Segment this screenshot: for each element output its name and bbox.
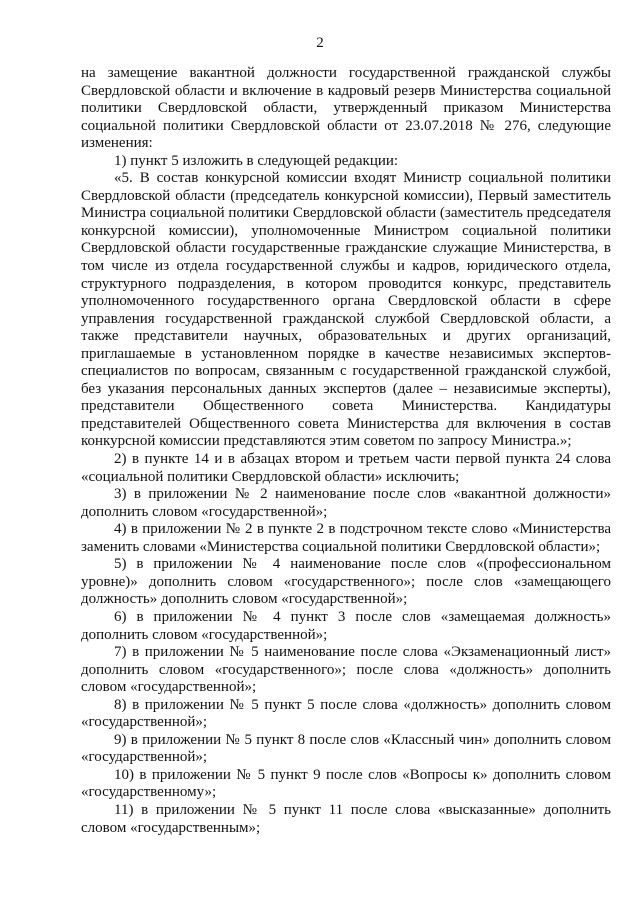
paragraph-item-9: 9) в приложении № 5 пункт 8 после слов «Классный чин» дополнить словом «государственной»; (81, 731, 611, 766)
paragraph-item-1: 1) пункт 5 изложить в следующей редакции: (114, 152, 399, 169)
paragraph-item-7: 7) в приложении № 5 наименование после слова «Экзаменационный лист» дополнить словом «государственного»; после слова «должность» дополнить словом «государственной»; (81, 644, 611, 696)
paragraph-item-4: 4) в приложении № 2 в пункте 2 в подстрочном тексте слово «Министерства заменить словами «Министерства социальной политики Свердловской области»; (81, 521, 611, 555)
paragraph-item-3: 3) в приложении № 2 наименование после слов «вакантной должности» дополнить словом «государственной»; (81, 486, 611, 520)
paragraph-item-2: 2) в пункте 14 и в абзацах втором и третьем части первой пункта 24 слова «социальной политики Свердловской области» исключить; (81, 451, 611, 485)
paragraph-item-11: 11) в приложении № 5 пункт 11 после слова «высказанные» дополнить словом «государственным»; (81, 801, 611, 836)
paragraph-item-6: 6) в приложении № 4 пункт 3 после слов «замещаемая должность» дополнить словом «государственной»; (81, 608, 611, 643)
paragraph-item-10: 10) в приложении № 5 пункт 9 после слов «Вопросы к» дополнить словом «государственному»; (81, 766, 611, 801)
paragraph-intro: на замещение вакантной должности государственной гражданской службы Свердловской области и включение в кадровый резерв Министерства социальной политики Свердловской области, утвержденный приказом Министерства социальной политики Свердловской области от 23.07.2018 № 276, следующие изменения: (81, 65, 611, 152)
paragraph-item-8: 8) в приложении № 5 пункт 5 после слова «должность» дополнить словом «государственной»; (81, 696, 611, 731)
paragraph-item-5: 5) в приложении № 4 наименование после слов «(профессиональном уровне)» дополнить словом «государственного»; после слов «замещающего должность» дополнить словом «государственной»; (81, 556, 611, 608)
page-number: 2 (316, 35, 324, 51)
paragraph-item-5-text: «5. В состав конкурсной комиссии входят Министр социальной политики Свердловской области (председатель конкурсной комиссии), Первый заместитель Министра социальной политики Свердловской области (заместитель председателя конкурсной комиссии), уполномоченные Министром социальной политики Свердловской области государственные гражданские служащие Министерства, в том числе из отдела государственной службы и кадров, юридического отдела, структурного подразделения, в котором проводится конкурс, представитель уполномоченного государственного органа Свердловской области в сфере управления государственной гражданской службой Свердловской области, а также представители научных, образовательных и других организаций, приглашаемые в установленном порядке в качестве независимых экспертов-специалистов по вопросам, связанным с государственной гражданской службой, без указания персональных данных экспертов (далее – независимые эксперты), представители Общественного совета Министерства. Кандидатуры представителей Общественного совета Министерства для включения в состав конкурсной комиссии представляются этим советом по запросу Министра.»; (81, 170, 611, 450)
document-body (81, 65, 611, 837)
